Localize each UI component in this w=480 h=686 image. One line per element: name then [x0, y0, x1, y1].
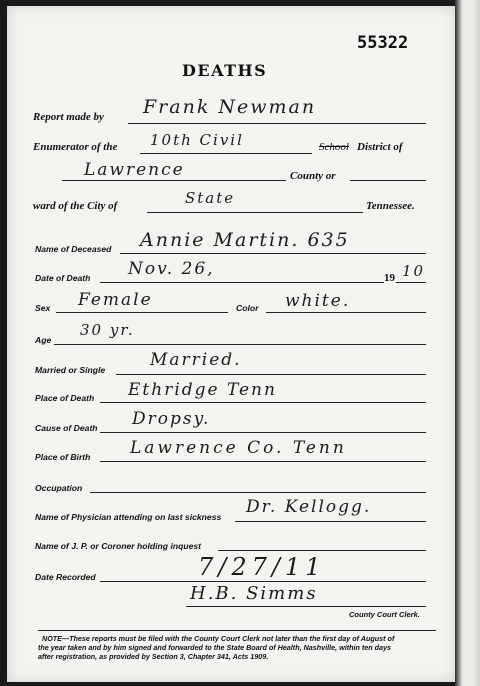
county-value: Lawrence: [84, 160, 185, 180]
name-of-deceased-label: Name of Deceased: [35, 244, 112, 254]
serial-number: 55322: [357, 33, 409, 53]
report-made-by-value: Frank Newman: [143, 96, 317, 118]
date-of-death-value: Nov. 26,: [128, 259, 215, 279]
enumerator-value: 10th Civil: [150, 131, 244, 149]
physician-value: Dr. Kellogg.: [246, 497, 372, 517]
sex-value: Female: [78, 290, 153, 310]
place-of-death-line: [100, 402, 426, 403]
place-of-death-label: Place of Death: [35, 393, 95, 403]
color-line: [266, 312, 426, 313]
age-value: 30 yr.: [80, 321, 135, 339]
note-line-1: NOTE—These reports must be filed with the County Court Clerk not later than the first day of August of: [42, 634, 395, 643]
occupation-label: Occupation: [35, 483, 83, 493]
date-recorded-label: Date Recorded: [35, 572, 96, 582]
tennessee-label: Tennessee.: [366, 200, 415, 212]
age-label: Age: [35, 335, 52, 345]
place-of-birth-label: Place of Birth: [35, 452, 91, 462]
cause-of-death-line: [100, 432, 426, 433]
cause-of-death-value: Dropsy.: [132, 409, 211, 429]
occupation-line: [90, 492, 426, 493]
county-extra-line: [350, 180, 426, 181]
enumerator-label: Enumerator of the: [33, 141, 118, 153]
age-line: [54, 344, 426, 345]
ward-label: ward of the City of: [33, 200, 118, 212]
clerk-caption: County Court Clerk.: [349, 610, 420, 619]
place-of-birth-line: [100, 461, 426, 462]
physician-line: [235, 521, 426, 522]
school-struck-word: School: [319, 141, 349, 153]
clerk-signature: H.B. Simms: [190, 583, 318, 604]
ward-line: [147, 212, 363, 213]
county-line: [62, 180, 286, 181]
date-of-death-year: 10: [402, 262, 426, 280]
married-or-single-value: Married.: [150, 350, 242, 370]
year-line: [396, 282, 426, 283]
sex-line: [56, 312, 228, 313]
county-or-label: County or: [290, 170, 336, 182]
date-of-death-label: Date of Death: [35, 273, 91, 283]
color-label: Color: [236, 303, 259, 313]
date-recorded-line: [100, 581, 426, 582]
ward-value: State: [185, 189, 236, 207]
report-made-by-label: Report made by: [33, 111, 104, 123]
note-divider: [38, 630, 436, 631]
jp-coroner-line: [218, 550, 426, 551]
jp-coroner-label: Name of J. P. or Coroner holding inquest: [35, 541, 202, 551]
place-of-death-value: Ethridge Tenn: [128, 380, 277, 400]
district-of-label: District of: [357, 141, 403, 153]
name-of-deceased-value: Annie Martin. 635: [140, 229, 350, 251]
physician-label: Name of Physician attending on last sickness: [35, 512, 222, 522]
note-line-2: the year taken and by him signed and forwarded to the State Board of Health, Nashville, within ten days: [38, 643, 392, 652]
enumerator-line: [140, 153, 312, 154]
form-title: DEATHS: [182, 61, 268, 80]
color-value: white.: [285, 291, 351, 311]
date-of-death-line: [100, 282, 384, 283]
name-of-deceased-line: [120, 253, 426, 254]
date-recorded-value: 7/27/11: [198, 553, 326, 581]
note-line-3: after registration, as provided by Section 3, Chapter 341, Acts 1909.: [38, 652, 269, 661]
cause-of-death-label: Cause of Death: [35, 423, 98, 433]
married-or-single-label: Married or Single: [35, 365, 106, 375]
married-or-single-line: [116, 374, 426, 375]
clerk-signature-line: [186, 606, 426, 607]
page-edge: [455, 0, 480, 686]
year-prefix: 19: [384, 272, 395, 284]
place-of-birth-value: Lawrence Co. Tenn: [130, 438, 347, 458]
sex-label: Sex: [35, 303, 51, 313]
report-made-by-line: [128, 123, 426, 124]
